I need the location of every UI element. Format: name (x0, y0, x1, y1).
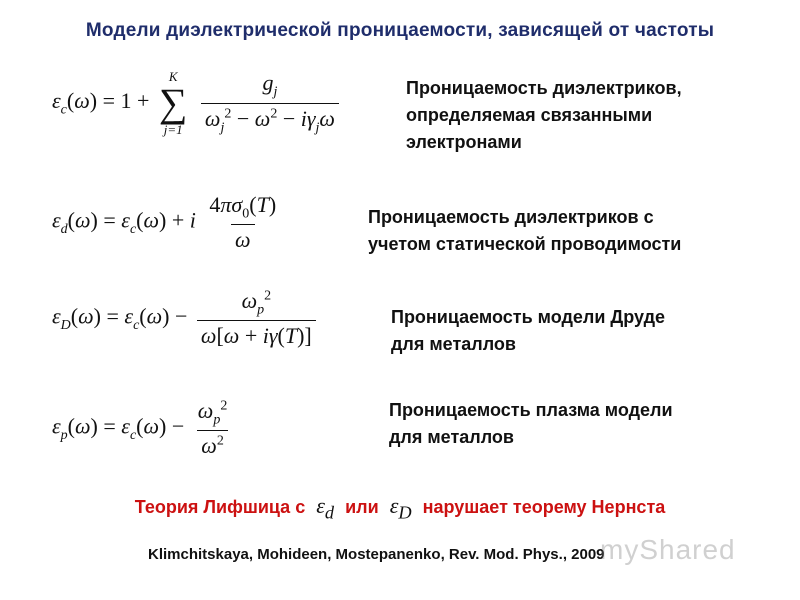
model-description-1: Проницаемость диэлектриков, определяемая связанными электронами (406, 78, 682, 152)
model-description-3: Проницаемость модели Друде для металлов (391, 307, 666, 354)
equation-drude: $\varepsilon_D(\omega) = \varepsilon_c(\omega)$ − $\frac{\omega_p^2}{\omega[\omega + i\gamma(T)]}$ (52, 288, 320, 349)
statement-part-2: или (345, 497, 379, 517)
statement-part-1: Теория Лифшица с (134, 497, 306, 517)
equation-static-conductivity: $\varepsilon_d(\omega) = \varepsilon_c(\omega) + i$ $\frac{4\pi\sigma_0(T)}{\omega}$ (52, 192, 277, 253)
equation-bound-electrons: $\varepsilon_c(\omega) = 1$ + K ∑ j=1 $\frac{g_j}{\omega_j^2 - \omega^2 - i\gamma_j\omega}$ (52, 70, 343, 136)
lifshitz-statement (0, 493, 800, 523)
slide-title: Модели диэлектрической проницаемости, зависящей от частоты (85, 20, 715, 41)
model-description-2: Проницаемость диэлектриков с учетом статической проводимости (368, 207, 682, 254)
epsilon-d-symbol: $\varepsilon_d$ (316, 493, 335, 523)
epsilon-D-symbol: $\varepsilon_D$ (389, 493, 412, 523)
equation-plasma: $\varepsilon_p(\omega) = \varepsilon_c(\omega)$ − $\frac{\omega_p^2}{\omega^2}$ (52, 398, 228, 459)
model-description-4: Проницаемость плазма модели для металлов (389, 400, 673, 447)
citation: Klimchitskaya, Mohideen, Mostepanenko, Rev. Mod. Phys., 2009 (148, 546, 605, 563)
watermark-logo: myShared (600, 534, 736, 565)
statement-part-3: нарушает теорему Нернста (422, 497, 666, 517)
